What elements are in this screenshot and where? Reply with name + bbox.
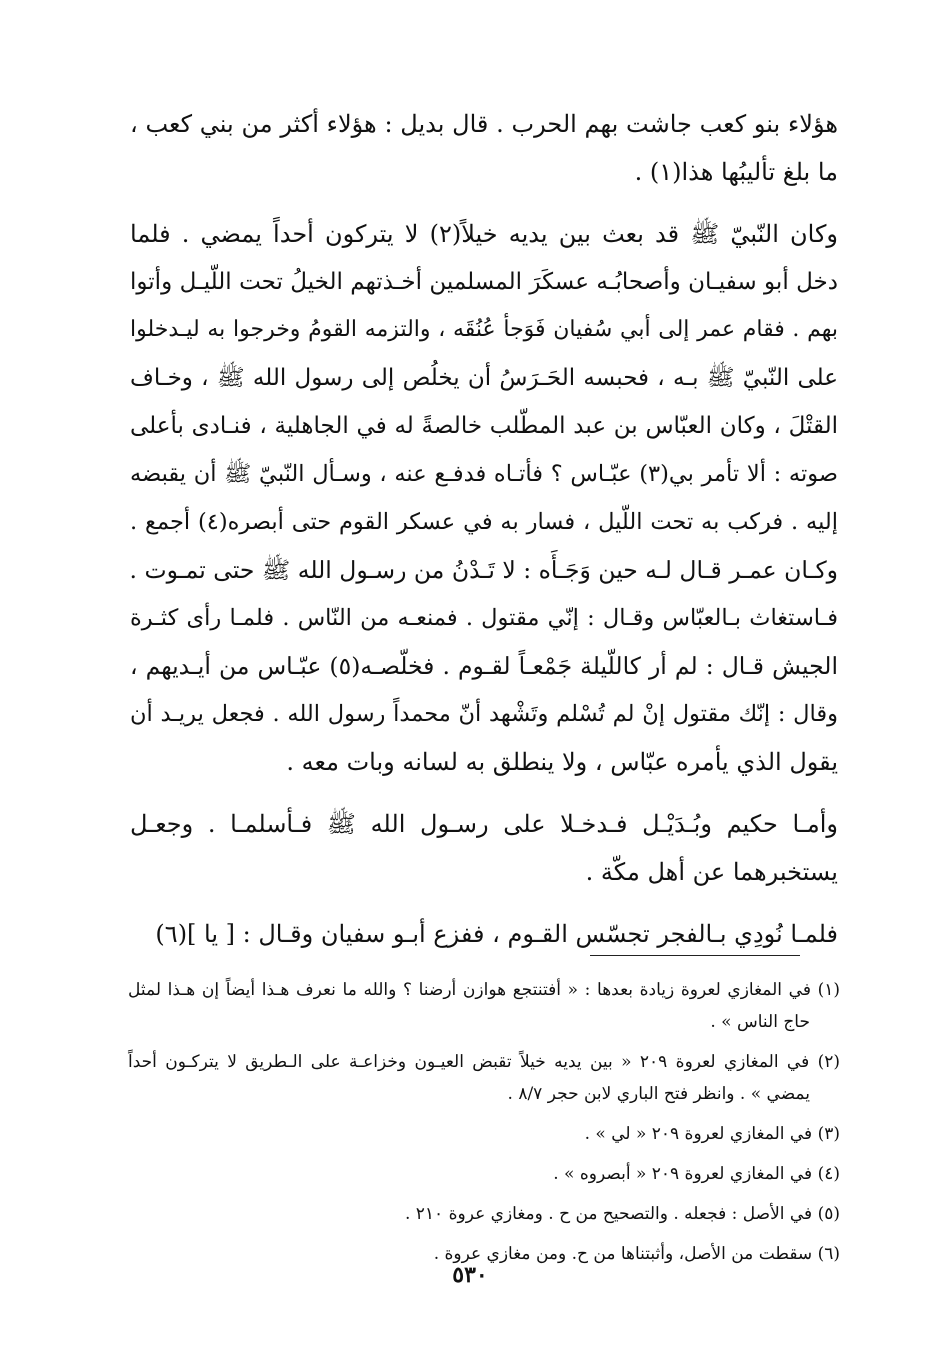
footnotes — [128, 974, 840, 1278]
footnote — [128, 1198, 840, 1230]
paragraph — [130, 210, 838, 786]
footnote-line: (١) في المغازي لعروة زيادة بعدها : « أفتنتجع هوازن أرضنا ؟ والله ما نعرف هـذا أيضاً إن هـذا لمثل — [128, 980, 840, 1000]
paragraph — [130, 100, 838, 196]
footnote-line: (٣) في المغازي لعروة ٢٠٩ « لي » . — [584, 1124, 840, 1144]
text-line: فلمـا نُودِي بـالفجر تجسّس القـوم ، ففزع أبـو سفيان وقـال : [ يا ](٦) — [155, 920, 838, 948]
text-line: إليه . فركب به تحت اللّيل ، فسار به في عسكر القوم حتى أبصره(٤) أجمع . — [130, 509, 838, 535]
text-line: القتْلَ ، وكان العبّاس بن عبد المطّلب خالصةً له في الجاهلية ، فنـادى بأعلى — [130, 413, 838, 439]
footnote-line: يمضي » . وانظر فتح الباري لابن حجر ٨/٧ . — [507, 1084, 810, 1104]
footnote-line: (٤) في المغازي لعروة ٢٠٩ « أبصروه » . — [553, 1164, 840, 1184]
text-line: يستخبرهما عن أهل مكّة . — [585, 858, 838, 886]
main-text — [130, 100, 838, 972]
text-line: هؤلاء بنو كعب جاشت بهم الحرب . قال بديل : هؤلاء أكثر من بني كعب ، — [130, 110, 838, 138]
footnote — [128, 1118, 840, 1150]
text-line: ما بلغ تأليبُها هذا(١) . — [634, 158, 838, 186]
text-line: الجيش قـال : لم أر كاللّيلة جَمْعـاً لقـوم . فخلّصـه(٥) عبّـاس من أيـديهم ، — [130, 652, 838, 680]
text-line: يقول الذي يأمره عبّاس ، ولا ينطلق به لسانه وبات معه . — [286, 748, 838, 776]
footnote — [128, 1046, 840, 1110]
footnote — [128, 1158, 840, 1190]
footnote-line: (٥) في الأصل : فجعله . والتصحيح من ح . ومغازي عروة ٢١٠ . — [404, 1204, 840, 1224]
text-line: وأمـا حكيم وبُـدَيْـل فـدخـلا على رسـول الله ﷺ فـأسلمـا . وجعـل — [130, 810, 838, 838]
text-line: فـاستغاث بـالعبّاس وقـال : إنّي مقتول . فمنعـه من النّاس . فلمـا رأى كثـرة — [130, 605, 838, 631]
footnote-line: حاج الناس » . — [710, 1012, 810, 1032]
page-number: ٥٣٠ — [452, 1262, 488, 1288]
footnote-line: (٦) سقطت من الأصل، وأثبتناها من ح. ومن مغازي عروة . — [433, 1244, 840, 1264]
text-line: وكـان عمـر قـال لـه حين وَجَـأَه : لا تَـدْنُ من رسـول الله ﷺ حتى تمـوت . — [129, 556, 838, 584]
footnote-line: (٢) في المغازي لعروة ٢٠٩ « بين يديه خيلاً تقبض العيـون وخزاعـة على الـطريق لا يتركـون أحداً — [128, 1052, 840, 1072]
text-line: بهم . فقام عمر إلى أبي سُفيان فَوَجأ عُنُقَه ، والتزمه القومُ وخرجوا به ليـدخلوا — [130, 317, 838, 342]
text-line: دخل أبو سفيـان وأصحابُـه عسكَرَ المسلمين أخـذتهم الخيلُ تحت اللّيـل وأتوا — [130, 269, 838, 295]
text-line: صوته : ألا تأمر بي(٣) عبّـاس ؟ فأتـاه فدفـع عنه ، وسـأل النّبيّ ﷺ أن يقبضه — [130, 461, 838, 487]
text-line: على النّبيّ ﷺ بـه ، فحبسه الحَـرَسُ أن يخلُص إلى رسول الله ﷺ ، وخـاف — [130, 365, 838, 391]
text-line: وكان النّبيّ ﷺ قد بعث بين يديه خيلاً(٢) لا يتركون أحداً يمضي . فلما — [130, 220, 838, 248]
footnote-separator — [590, 955, 800, 956]
paragraph — [130, 910, 838, 958]
footnote — [128, 974, 840, 1038]
paragraph — [130, 800, 838, 896]
text-line: وقال : إنّك مقتول إنْ لم تُسْلم وتَشْهد أنّ محمداً رسول الله . فجعل يريـد أن — [130, 701, 838, 727]
